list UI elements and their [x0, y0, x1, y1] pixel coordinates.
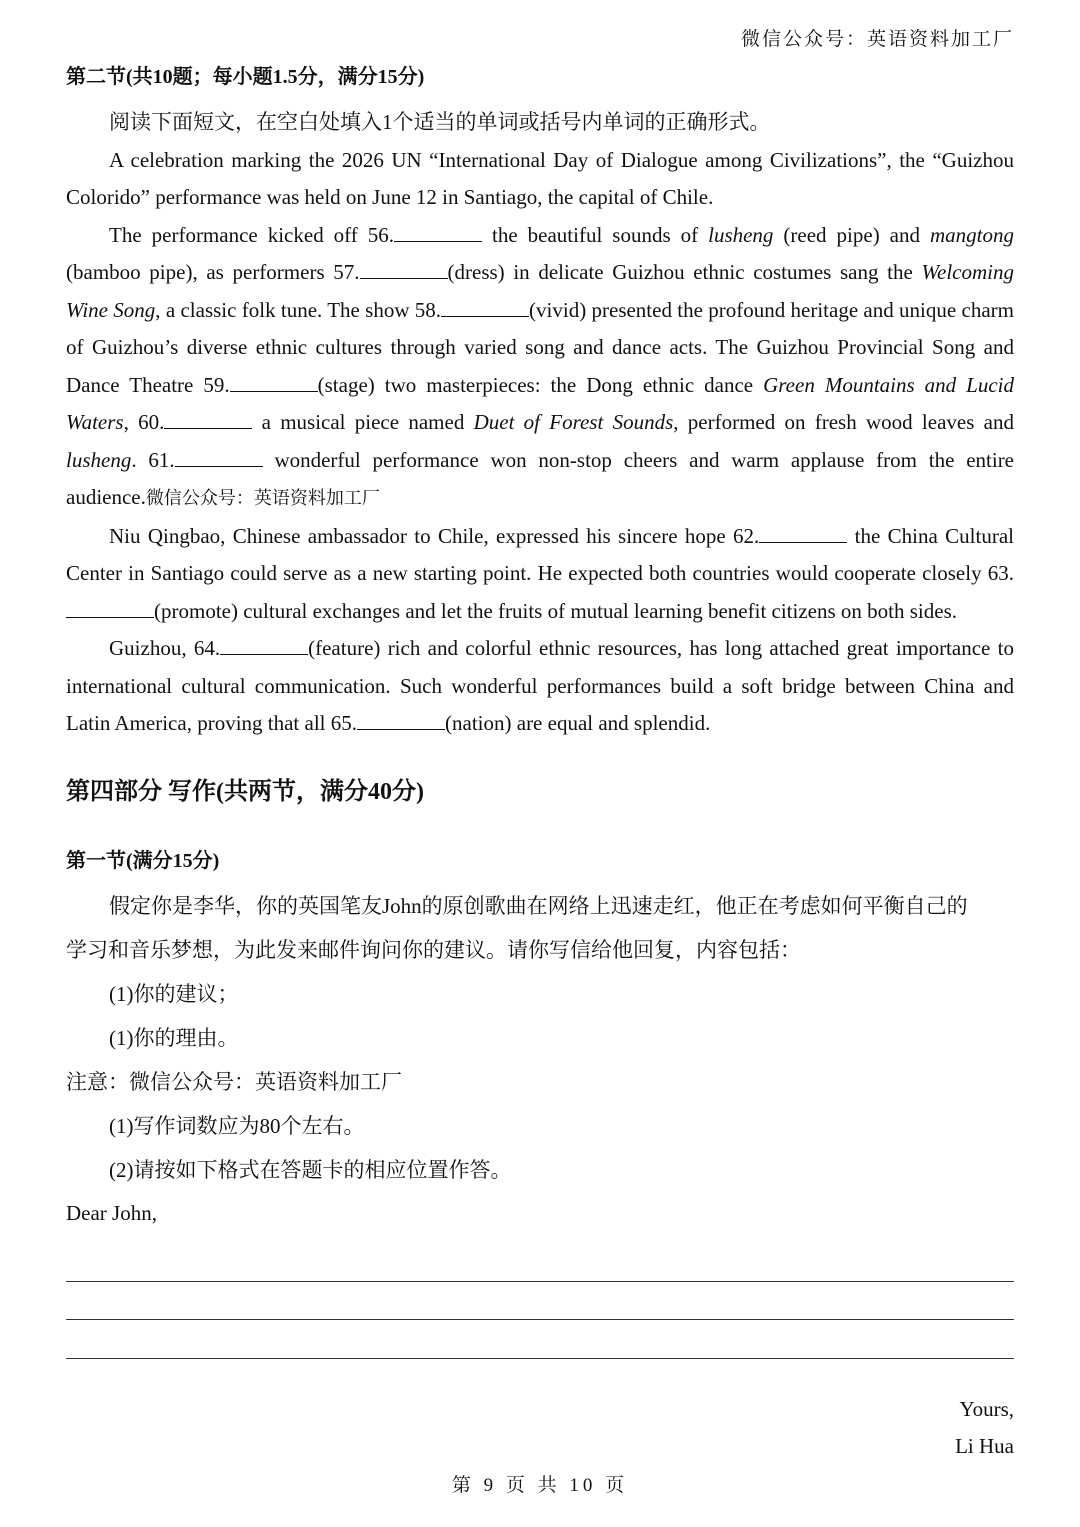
section2-title: 第二节(共10题；每小题1.5分，满分15分) — [66, 66, 425, 88]
blank-62[interactable] — [759, 521, 847, 543]
page-number: 第 9 页 共 10 页 — [451, 1475, 629, 1496]
answer-line-3[interactable] — [66, 1358, 1014, 1359]
writing-requirement-2: (2)请按如下格式在答题卡的相应位置作答。 — [109, 1157, 512, 1182]
blank-57[interactable] — [360, 257, 448, 279]
writing-section1-title: 第一节(满分15分) — [66, 849, 220, 872]
passage-paragraph-2: The performance kicked off 56. the beautiful sounds of lusheng (reed pipe) and mangtong (bamboo pipe), as performers 57. (dress) in delicate Guizhou ethnic costumes sang the Welcoming Wine Song, a classic folk tune. The show 58. (vivid) presented the profound heritage and unique charm of Guizhou’s diverse ethnic cultures through varied song and dance acts. The Guizhou Provincial Song and Dance Theatre 59. (stage) two masterpieces: the Dong ethnic dance Green Mountains and Lucid Waters, 60. a musical piece named Duet of Forest Sounds, performed on fresh wood leaves and lusheng. 61. wonderful performance won non-stop cheers and warm applause from the entire audience.微信公众号：英语资料加工厂 — [66, 217, 1014, 518]
letter-signature: Li Hua — [955, 1434, 1014, 1458]
blank-61[interactable] — [175, 445, 263, 467]
writing-item-1: (1)你的建议； — [109, 981, 239, 1006]
blank-64[interactable] — [220, 633, 308, 655]
header-account-text: 微信公众号：英语资料加工厂 — [740, 29, 1014, 50]
passage-paragraph-3: Niu Qingbao, Chinese ambassador to Chile, expressed his sincere hope 62. the China Cultural Center in Santiago could serve as a new starting point. He expected both countries would cooperate closely 63.(promote) cultural exchanges and let the fruits of mutual learning benefit citizens on both sides. — [66, 518, 1014, 631]
answer-line-2[interactable] — [66, 1319, 1014, 1320]
blank-65[interactable] — [357, 708, 445, 730]
blank-56[interactable] — [394, 220, 482, 242]
watermark-note: 微信公众号：英语资料加工厂 — [145, 488, 380, 508]
writing-requirement-1: (1)写作词数应为80个左右。 — [109, 1113, 365, 1138]
letter-salutation: Dear John, — [66, 1200, 157, 1225]
passage-paragraph-4: Guizhou, 64. (feature) rich and colorful ethnic resources, has long attached great importance to international cultural communication. Such wonderful performances build a soft bridge between China and Latin America, proving that all 65. (nation) are equal and splendid. — [66, 630, 1014, 743]
writing-prompt-line1: 假定你是李华，你的英国笔友John的原创歌曲在网络上迅速走红，他正在考虑如何平衡自己的 — [109, 893, 968, 918]
passage-paragraph-1: A celebration marking the 2026 UN “International Day of Dialogue among Civilizations”, the “Guizhou Colorido” performance was held on June 12 in Santiago, the capital of Chile. — [66, 147, 1014, 209]
writing-notice: 注意：微信公众号：英语资料加工厂 — [66, 1069, 402, 1094]
part4-title: 第四部分 写作(共两节，满分40分) — [66, 778, 424, 805]
blank-59[interactable] — [230, 370, 318, 392]
writing-prompt-line2: 学习和音乐梦想，为此发来邮件询问你的建议。请你写信给他回复，内容包括： — [66, 937, 801, 962]
letter-closing: Yours, — [959, 1397, 1014, 1421]
section2-instruction: 阅读下面短文，在空白处填入1个适当的单词或括号内单词的正确形式。 — [109, 110, 771, 134]
blank-60[interactable] — [164, 407, 252, 429]
page-content — [66, 62, 1014, 1234]
answer-line-1[interactable] — [66, 1281, 1014, 1282]
blank-63[interactable] — [66, 596, 154, 618]
blank-58[interactable] — [441, 295, 529, 317]
writing-item-2: (1)你的理由。 — [109, 1025, 239, 1050]
